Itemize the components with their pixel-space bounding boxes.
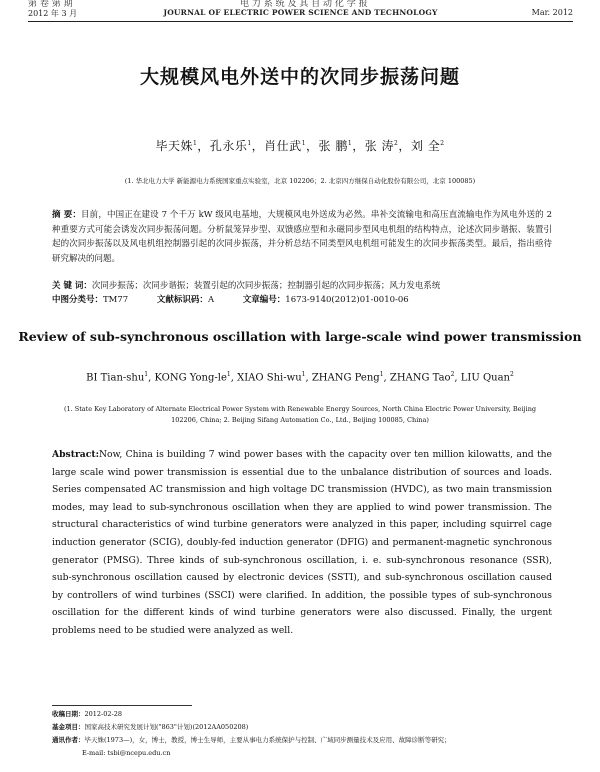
author-name: XIAO Shi-wu [237,372,302,384]
footnote-rule [52,705,192,706]
author-email: E-mail: tsbi@ncepu.edu.cn [82,749,171,757]
article-no-label: 文章编号： [242,295,286,305]
classification-line [52,294,552,307]
abstract-label-cn: 摘 要： [52,210,82,220]
issue-date-en: Mar. 2012 [531,8,573,17]
author-bio: 通讯作者：毕天姝(1973—)，女，博士，教授，博士生导师，主要从事电力系统保护与控制、广域同步测量技术及应用、故障诊断等研究； [52,736,451,744]
running-header [28,8,573,22]
header-rule [28,21,573,22]
chinese-title: 大规模风电外送中的次同步振荡问题 [139,66,460,88]
chinese-author-list: 毕天姝$^1$，孔永乐$^1$，肖仕武$^1$，张 鹏$^1$，张 涛$^2$，刘 全$^2$ [155,139,445,153]
author-name: 张 涛 [364,139,395,153]
author-name: 孔永乐 [209,139,248,153]
fund-info: 基金项目：国家高技术研究发展计划("863"计划)(2012AA050208) [52,723,249,731]
keywords-text-cn: 次同步振荡；次同步谐振；装置引起的次同步振荡；控制器引起的次同步振荡；风力发电系统 [91,281,441,291]
author-name: 张 鹏 [318,139,348,153]
author-name: ZHANG Tao [389,372,451,384]
received-date: 收稿日期：2012-02-28 [52,710,122,718]
chinese-affiliation: (1. 华北电力大学 新能源电力系统国家重点实验室，北京 102206；2. 北京四方继保自动化股份有限公司，北京 100085) [124,177,476,185]
author-name: BI Tian-shu [86,372,145,384]
author-name: 肖仕武 [264,139,302,153]
author-name: ZHANG Peng [311,372,380,384]
top-cropped-header [0,0,600,8]
doc-code-label: 文献标识码： [156,295,208,305]
keywords-label-cn: 关 键 词： [52,281,92,291]
author-name: KONG Yong-le [154,372,227,384]
abstract-label-en: Abstract: [52,449,99,460]
abstract-text-cn: 目前，中国正在建设 7 个千万 kW 级风电基地，大规模风电外送成为必然。串补交流输电和高压直流输电作为风电外送的 2 种重要方式可能会诱发次同步振荡问题。分析鼠笼异步型、双馈感应型和永磁同步型风电机组的结构特点，论述次同步谐振、装置引起的次同步振荡以及风电机组控制器引起的次同步振荡，并分析总结不同类型风电机组可能发生的次同步振荡类型。最后，指出亟待研究解决的问题。 [52,210,552,264]
article-no-value: 1673-9140(2012)01-0010-06 [285,295,409,305]
chinese-abstract [52,208,552,266]
cropped-journal-cn: 电 力 系 统 及 其 自 动 化 学 报 [240,0,368,9]
cropped-volume-line: 第 卷 第 期 [28,0,73,9]
english-title: Review of sub-synchronous oscillation with large-scale wind power transmission [18,329,582,344]
footnotes [52,708,562,760]
abstract-text-en: Now, China is building 7 wind power bases with the capacity over ten million kilowatts, and the large scale wind power transmission is essential due to the unbalance distribution of sources and loads. Series compensated AC transmission and high voltage DC transmission (HVDC), as two main transmission modes, may lead to sub-synchronous oscillation when they are applied to wind power transmission. The structural characteristics of wind turbine generators were analyzed in this paper, including squirrel cage induction generator (SCIG), doubly-fed induction generator (DFIG) and permanent-magnetic synchronous generator (PMSG). Three kinds of sub-synchronous oscillation, i. e. sub-synchronous resonance (SSR), sub-synchronous oscillation caused by electronic devices (SSTI), and sub-synchronous oscillation caused by controllers of wind turbines (SSCI) were clarified. In addition, the possible types of sub-synchronous oscillation for the different kinds of wind turbine generators were also discussed. Finally, the urgent problems need to be studied were analyzed as well. [52,449,552,636]
journal-name-en: JOURNAL OF ELECTRIC POWER SCIENCE AND TECHNOLOGY [163,8,438,17]
english-author-list: BI Tian-shu$^1$, KONG Yong-$le^1$, XIAO Shi-$wu^1$, ZHANG Peng$^1$, ZHANG Tao$^2$, LIU Quan$^2$ [86,371,514,384]
author-name: 毕天姝 [155,139,193,153]
author-name: 刘 全 [410,139,441,153]
doc-code-value: A [207,295,215,305]
issue-date-cn: 2012 年 3 月 [28,9,78,18]
clc-label: 中图分类号： [52,295,104,305]
clc-value: TM77 [103,295,129,305]
english-affiliation: (1. State Key Laboratory of Alternate Electrical Power System with Renewable Energy Sources, North China Electric Power University, Beijing 102206, China; 2. Beijing Sifang Automation Co., Ltd., Beijing 100085, China) [63,405,537,424]
author-name: LIU Quan [460,372,510,384]
english-abstract [52,446,552,640]
chinese-keywords [52,280,552,293]
